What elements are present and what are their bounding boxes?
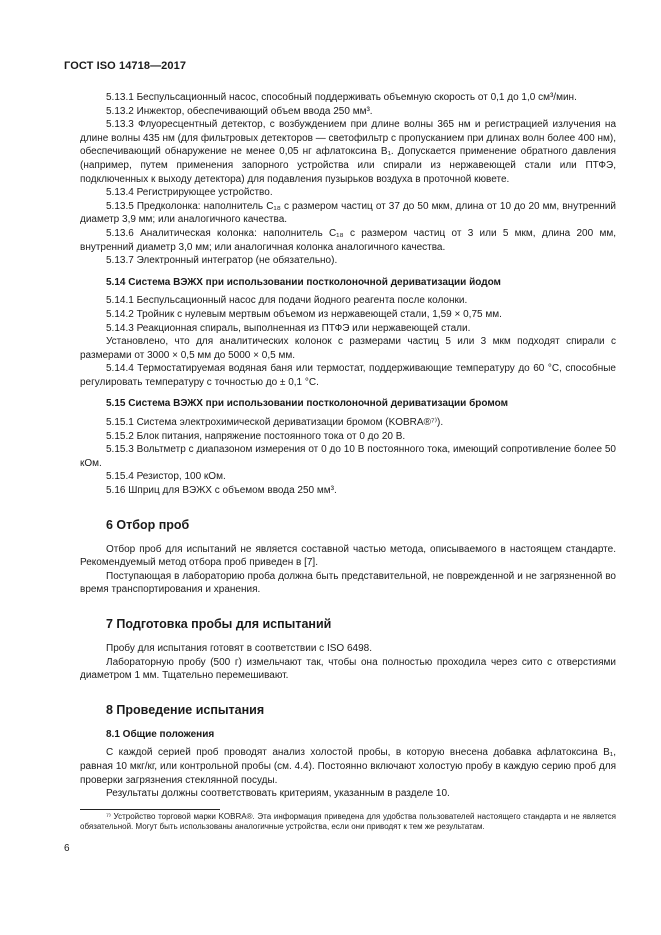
item-5-14-2: 5.14.2 Тройник с нулевым мертвым объемом из нержавеющей стали, 1,59 × 0,75 мм. <box>106 308 502 320</box>
footnote-7: ⁷⁾ Устройство торговой марки KOBRA®. Эта информация приведена для удобства пользователей настоящего стандарта и не является обязательной. Могут быть использованы аналогичные устройства, если они приводят к тем же результатам. <box>80 811 616 832</box>
page-body <box>80 91 616 833</box>
heading-8-1: 8.1 Общие положения <box>106 728 215 740</box>
item-5-16: 5.16 Шприц для ВЭЖХ с объемом ввода 250 мм³. <box>106 485 337 497</box>
paragraph-6-1: Отбор проб для испытаний не является составной частью метода, описываемого в настоящем стандарте. Рекомендуемый метод отбора проб приведен в [7]. <box>80 543 616 569</box>
item-5-15-4: 5.15.4 Резистор, 100 кОм. <box>106 471 226 483</box>
item-5-13-4: 5.13.4 Регистрирующее устройство. <box>106 187 273 199</box>
item-5-15-3: 5.15.3 Вольтметр с диапазоном измерения от 0 до 10 В постоянного тока, имеющий сопротивление более 50 кОм. <box>80 444 616 469</box>
heading-5-14: 5.14 Система ВЭЖХ при использовании постколоночной дериватизации йодом <box>106 276 501 288</box>
section-6-title: 6 Отбор проб <box>106 517 190 532</box>
item-5-14-3: 5.14.3 Реакционная спираль, выполненная из ПТФЭ или нержавеющей стали. <box>106 322 471 334</box>
heading-5-15: 5.15 Система ВЭЖХ при использовании постколоночной дериватизации бромом <box>106 398 509 410</box>
paragraph-6-2: Поступающая в лабораторию проба должна быть представительной, не поврежденной и не загрязненной во время транспортирования и хранения. <box>80 570 616 596</box>
item-5-13-1: 5.13.1 Беспульсационный насос, способный поддерживать объемную скорость от 0,1 до 1,0 см³/мин. <box>106 92 577 103</box>
section-8-title: 8 Проведение испытания <box>106 702 265 717</box>
paragraph-5-14-note: Установлено, что для аналитических колонок с размерами частиц 5 или 3 мкм подходят спирали с размерами от 3000 × 0,5 мм до 5000 × 0,5 мм. <box>80 336 616 361</box>
page-number: 6 <box>64 843 70 854</box>
section-7-title: 7 Подготовка пробы для испытаний <box>106 617 332 631</box>
item-5-13-7: 5.13.7 Электронный интегратор (не обязательно). <box>106 255 338 267</box>
paragraph-8-1: С каждой серией проб проводят анализ холостой пробы, в которую внесена добавка афлатоксина B₁, равная 10 мкг/кг, или контрольной пробы (см. 4.4). Постоянно включают холостую пробу в каждую серию проб для проверки загрязнения стеклянной посуды. <box>80 747 616 786</box>
paragraph-7-2: Лабораторную пробу (500 г) измельчают так, чтобы она полностью проходила через сито с отверстиями диаметром 1 мм. Тщательно перемешивают. <box>80 656 616 682</box>
item-5-13-3: 5.13.3 Флуоресцентный детектор, с возбуждением при длине волны 365 нм и регистрацией излучения на длине волны 435 нм (для фильтровых детекторов — светофильтр с пропусканием при длинах волн более 400 нм), обеспечивающий обнаружение не менее 0,05 нг афлатоксина B₁. Допускается применение обратного давления (например, путем применения запорного устройства или спирали из нержавеющей стали или ПТФЭ, подключенных к выходу детектора) для подавления пузырьков воздуха в проточной кювете. <box>80 119 616 185</box>
item-5-14-4: 5.14.4 Термостатируемая водяная баня или термостат, поддерживающие температуру до 60 °С, способные регулировать температуру с точностью до ± 0,1 °С. <box>80 363 616 388</box>
item-5-15-2: 5.15.2 Блок питания, напряжение постоянного тока от 0 до 20 В. <box>106 430 406 442</box>
item-5-14-1: 5.14.1 Беспульсационный насос для подачи йодного реагента после колонки. <box>106 295 468 307</box>
item-5-13-6: 5.13.6 Аналитическая колонка: наполнитель C₁₈ с размером частиц от 3 или 5 мкм, длина 200 мм, внутренний диаметр 3,0 мм; или аналогичная колонка аналогичного качества. <box>80 227 616 253</box>
item-5-15-1: 5.15.1 Система электрохимической дериватизации бромом (KOBRA®⁷⁾). <box>106 417 444 429</box>
document-header: ГОСТ ISO 14718—2017 <box>64 60 187 72</box>
paragraph-8-2: Результаты должны соответствовать критериям, указанным в разделе 10. <box>106 788 450 800</box>
item-5-13-5: 5.13.5 Предколонка: наполнитель C₁₈ с размером частиц от 37 до 50 мкм, длина от 10 до 20 мм, внутренний диаметр 3,9 мм; или аналогичного качества. <box>80 200 616 226</box>
paragraph-7-1: Пробу для испытания готовят в соответствии с ISO 6498. <box>106 643 372 654</box>
item-5-13-2: 5.13.2 Инжектор, обеспечивающий объем ввода 250 мм³. <box>106 105 373 117</box>
footnote-divider <box>80 809 220 810</box>
